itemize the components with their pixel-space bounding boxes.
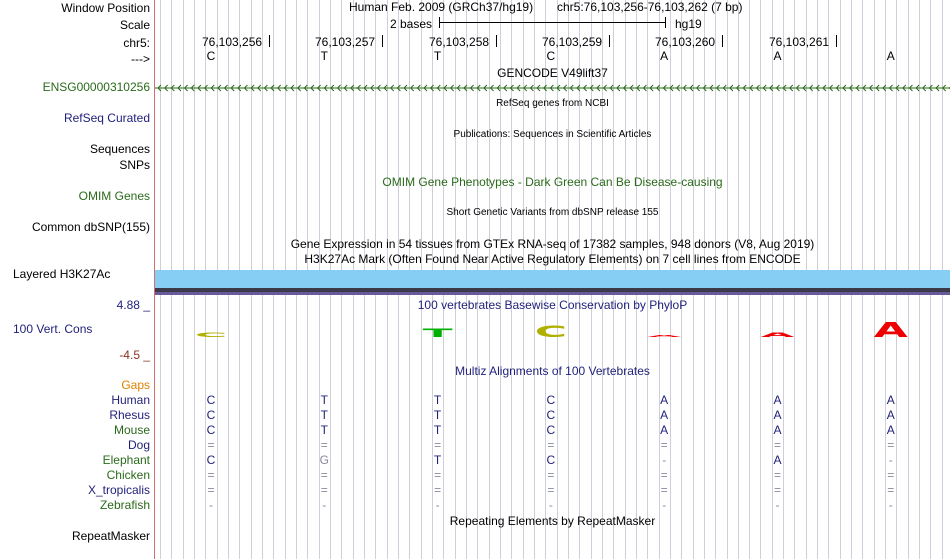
species-label-chicken[interactable]: Chicken: [106, 468, 150, 482]
alignment-base: =: [887, 468, 895, 482]
alignment-base: C: [206, 423, 216, 437]
track-label-dbsnp[interactable]: Common dbSNP(155): [31, 220, 150, 234]
track-label-sequences[interactable]: Sequences: [89, 142, 150, 156]
multiz-track-title[interactable]: Multiz Alignments of 100 Vertebrates: [455, 364, 650, 378]
alignment-base: A: [886, 423, 895, 437]
ruler-position-label: 76,103,261: [769, 35, 830, 49]
alignment-base: =: [660, 468, 668, 482]
track-label-omim[interactable]: OMIM Genes: [78, 189, 150, 203]
logo-letter: A: [647, 334, 682, 338]
alignment-base: C: [206, 393, 216, 407]
reference-base: C: [206, 49, 216, 63]
alignment-base: -: [662, 453, 667, 467]
alignment-base: =: [207, 438, 215, 452]
alignment-base: C: [546, 408, 556, 422]
scale-label: Scale: [119, 18, 150, 32]
track-label-gaps[interactable]: Gaps: [121, 378, 150, 392]
ruler-tick: [722, 35, 723, 47]
reference-base: A: [660, 49, 669, 63]
omim-track-title[interactable]: OMIM Gene Phenotypes - Dark Green Can Be Disease-causing: [382, 175, 723, 189]
alignment-base: =: [773, 438, 781, 452]
alignment-base: A: [886, 393, 895, 407]
alignment-base: =: [547, 483, 555, 497]
ruler-tick: [609, 35, 610, 47]
strand-arrow-label[interactable]: --->: [131, 52, 150, 66]
alignment-base: -: [435, 498, 440, 512]
gene-model-line[interactable]: [155, 82, 950, 94]
logo-letter: C: [534, 322, 568, 341]
alignment-base: -: [888, 453, 893, 467]
track-labels-panel: [0, 0, 154, 559]
chromosome-label[interactable]: chr5:: [123, 36, 150, 50]
alignment-base: -: [888, 498, 893, 512]
alignment-base: A: [660, 408, 669, 422]
alignment-base: T: [433, 393, 442, 407]
alignment-base: =: [660, 438, 668, 452]
repeatmasker-track-title[interactable]: Repeating Elements by RepeatMasker: [449, 514, 656, 528]
gene-id-label[interactable]: ENSG00000310256: [42, 80, 150, 94]
ruler-position-label: 76,103,258: [429, 35, 490, 49]
alignment-base: =: [207, 468, 215, 482]
alignment-base: A: [773, 453, 782, 467]
alignment-base: =: [320, 483, 328, 497]
scale-db: hg19: [675, 17, 702, 31]
ruler-position-label: 76,103,256: [202, 35, 263, 49]
alignment-base: =: [547, 468, 555, 482]
alignment-base: =: [320, 468, 328, 482]
species-label-dog[interactable]: Dog: [127, 438, 150, 452]
alignment-base: =: [434, 468, 442, 482]
logo-letter: A: [873, 318, 908, 343]
reference-base: A: [773, 49, 782, 63]
species-label-rhesus[interactable]: Rhesus: [109, 408, 150, 422]
alignment-base: A: [773, 393, 782, 407]
ruler-position-label: 76,103,257: [315, 35, 376, 49]
alignment-base: T: [433, 453, 442, 467]
logo-letter: A: [760, 331, 795, 339]
reference-base: A: [886, 49, 895, 63]
assembly-name: Human Feb. 2009 (GRCh37/hg19): [349, 0, 534, 14]
alignment-base: -: [548, 498, 553, 512]
logo-letter: C: [194, 331, 228, 339]
phylop-track-title[interactable]: 100 vertebrates Basewise Conservation by PhyloP: [417, 298, 688, 312]
alignment-base: -: [209, 498, 213, 512]
alignment-base: T: [433, 408, 442, 422]
ruler-tick: [836, 35, 837, 47]
cons-min-label: -4.5 _: [119, 348, 150, 362]
alignment-base: =: [547, 438, 555, 452]
ruler-tick: [269, 35, 270, 47]
alignment-base: T: [320, 408, 328, 422]
ruler-tick: [382, 35, 383, 47]
scale-text: 2 bases: [390, 17, 433, 31]
scale-bar-right-tick: [665, 17, 666, 28]
alignment-base: =: [660, 483, 668, 497]
alignment-base: A: [886, 408, 895, 422]
alignment-base: =: [773, 483, 781, 497]
ruler-tick: [496, 35, 497, 47]
track-label-repeatmasker[interactable]: RepeatMasker: [71, 529, 150, 543]
window-position-label: Window Position: [61, 1, 150, 15]
alignment-base: C: [206, 453, 216, 467]
alignment-base: =: [773, 468, 781, 482]
species-label-x_tropicalis[interactable]: X_tropicalis: [87, 483, 150, 497]
alignment-base: =: [320, 438, 328, 452]
track-image[interactable]: [155, 0, 950, 559]
alignment-base: C: [206, 408, 216, 422]
reference-base: C: [546, 49, 556, 63]
alignment-base: A: [660, 393, 669, 407]
reference-base: T: [320, 49, 328, 63]
window-position-text: chr5:76,103,256-76,103,262 (7 bp): [557, 0, 743, 14]
alignment-base: C: [546, 423, 556, 437]
h3k27ac-signal-bar[interactable]: [155, 270, 950, 288]
alignment-base: -: [322, 498, 327, 512]
track-label-snps[interactable]: SNPs: [119, 158, 150, 172]
alignment-base: T: [320, 423, 328, 437]
logo-letter: T: [422, 326, 453, 340]
alignment-base: -: [662, 498, 667, 512]
alignment-base: =: [207, 483, 215, 497]
track-label-refseq[interactable]: RefSeq Curated: [63, 111, 150, 125]
ruler-position-label: 76,103,259: [542, 35, 603, 49]
ruler-position-label: 76,103,260: [655, 35, 716, 49]
species-label-human[interactable]: Human: [111, 393, 150, 407]
alignment-base: T: [320, 393, 328, 407]
track-label-h3k27ac[interactable]: Layered H3K27Ac: [13, 267, 111, 281]
refseq-track-title[interactable]: RefSeq genes from NCBI: [496, 98, 609, 109]
h3k27ac-track-title[interactable]: H3K27Ac Mark (Often Found Near Active Regulatory Elements) on 7 cell lines from ENCODE: [304, 252, 801, 266]
alignment-base: =: [887, 438, 895, 452]
h3k27ac-bottom-band-2: [155, 292, 950, 295]
alignment-base: C: [546, 453, 556, 467]
species-label-zebrafish[interactable]: Zebrafish: [99, 498, 150, 512]
cons-max-label: 4.88 _: [116, 298, 150, 312]
species-label-elephant[interactable]: Elephant: [102, 453, 150, 467]
reference-base: T: [433, 49, 442, 63]
conservation-logo[interactable]: [155, 318, 950, 344]
alignment-base: A: [773, 408, 782, 422]
alignment-base: C: [546, 393, 556, 407]
track-label-conservation[interactable]: 100 Vert. Cons: [13, 322, 93, 336]
species-label-mouse[interactable]: Mouse: [113, 423, 150, 437]
gtex-track-title[interactable]: Gene Expression in 54 tissues from GTEx RNA-seq of 17382 samples, 948 donors (V8, Aug 2019): [290, 237, 815, 251]
alignment-base: =: [434, 483, 442, 497]
alignment-base: =: [434, 438, 442, 452]
dbsnp-track-title[interactable]: Short Genetic Variants from dbSNP release 155: [446, 207, 659, 218]
scale-bar: [439, 22, 666, 23]
publications-track-title[interactable]: Publications: Sequences in Scientific Articles: [453, 129, 652, 140]
gencode-track-title[interactable]: GENCODE V49lift37: [497, 66, 608, 80]
alignment-base: A: [773, 423, 782, 437]
alignment-base: -: [775, 498, 780, 512]
alignment-base: A: [660, 423, 669, 437]
alignment-base: =: [887, 483, 895, 497]
alignment-base: G: [319, 453, 329, 467]
alignment-base: T: [433, 423, 442, 437]
